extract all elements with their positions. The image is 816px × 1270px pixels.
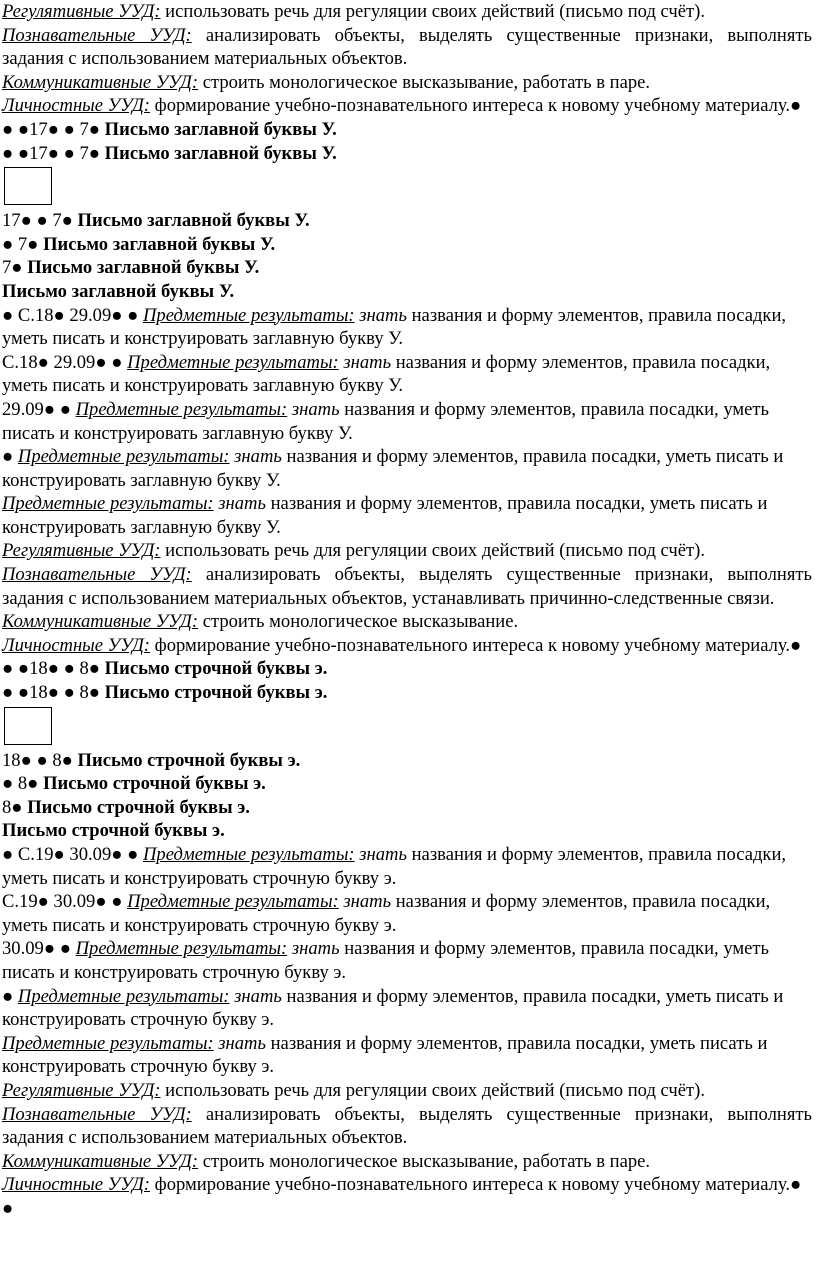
pred-text: названия и форму элементов, правила посадки, уметь писать и конструировать строчную букву э. <box>2 891 771 936</box>
reg-uud-label: Регулятивные УУД: <box>2 1079 161 1101</box>
znat-word: знать <box>359 844 407 865</box>
znat-word: знать <box>218 493 266 515</box>
pred-label: Предметные результаты: <box>17 446 230 468</box>
date-prefix: ● <box>2 446 18 468</box>
lesson-title: Письмо строчной буквы э. <box>77 749 301 771</box>
date-prefix: С.19● 30.09● ● <box>2 891 128 913</box>
lesson-title: Письмо заглавной буквы У. <box>104 142 337 164</box>
lich-uud-label: Личностные УУД: <box>2 95 150 117</box>
repeat-line <box>2 772 812 796</box>
lich-uud-text: формирование учебно-познавательного интереса к новому учебному материалу. <box>154 634 790 656</box>
bullet-sequence: ● ●17● ● 7● <box>2 142 105 164</box>
bullet-sequence: ● ● ●18● ● 8● <box>2 634 802 680</box>
znat-word: знать <box>359 304 407 326</box>
bullet-sequence: ● ● ●17● ● 7● <box>2 95 802 140</box>
kom-uud-line <box>2 1150 812 1174</box>
pred-text: названия и форму элементов, правила посадки, уметь писать и конструировать заглавную букву У. <box>2 493 768 538</box>
pred-label: Предметные результаты: <box>2 493 214 515</box>
repeat-line <box>2 796 812 820</box>
reg-uud-line <box>2 539 812 563</box>
lesson-title: Письмо заглавной буквы У. <box>43 233 276 255</box>
pred-text: названия и форму элементов, правила посадки, уметь писать и конструировать строчную букву э. <box>2 938 769 983</box>
znat-word: знать <box>291 398 340 420</box>
repeat-line <box>2 209 812 233</box>
poz-uud-line <box>2 1103 812 1150</box>
kom-uud-text: строить монологическое высказывание. <box>202 611 519 633</box>
pred-line <box>2 937 812 984</box>
pred-label: Предметные результаты: <box>75 938 288 960</box>
pred-text: названия и форму элементов, правила посадки, уметь писать и конструировать заглавную букву У. <box>2 351 771 397</box>
pred-text: названия и форму элементов, правила посадки, уметь писать и конструировать заглавную букву У. <box>2 304 787 350</box>
empty-box <box>4 167 52 205</box>
pred-line <box>2 304 812 351</box>
bullet-sequence: ● 7● <box>2 233 44 255</box>
poz-uud-text: анализировать объекты, выделять существенные признаки, выполнять задания с использованием материальных объектов. <box>2 1103 812 1149</box>
lesson-title: Письмо строчной буквы э. <box>27 796 250 818</box>
reg-uud-text: использовать речь для регуляции своих действий (письмо под счёт). <box>165 1 705 22</box>
repeat-line <box>2 142 812 166</box>
pred-line <box>2 351 812 398</box>
reg-uud-line <box>2 0 812 24</box>
poz-uud-line <box>2 563 812 610</box>
lesson-title: Письмо заглавной буквы У. <box>2 280 235 302</box>
empty-box <box>4 707 52 745</box>
znat-word: знать <box>234 985 282 1007</box>
pred-text: названия и форму элементов, правила посадки, уметь писать и конструировать строчную букву э. <box>2 1032 768 1078</box>
pred-line <box>2 1032 812 1079</box>
poz-uud-text: анализировать объекты, выделять существенные признаки, выполнять задания с использованием материальных объектов, устанавливать причинно-следственные связи. <box>2 564 812 609</box>
pred-label: Предметные результаты: <box>75 398 288 420</box>
znat-word: знать <box>218 1032 266 1054</box>
pred-line <box>2 890 812 937</box>
pred-label: Предметные результаты: <box>143 304 355 326</box>
date-prefix: ● С.18● 29.09● ● <box>2 304 143 326</box>
lesson-title: Письмо строчной буквы э. <box>104 682 328 704</box>
kom-uud-text: строить монологическое высказывание, работать в паре. <box>202 1150 651 1172</box>
reg-uud-text: использовать речь для регуляции своих действий (письмо под счёт). <box>165 1079 705 1101</box>
poz-uud-label: Познавательные УУД: <box>2 1103 192 1125</box>
date-prefix: 30.09● ● <box>2 938 76 960</box>
poz-uud-line <box>2 24 812 71</box>
pred-line <box>2 445 812 492</box>
reg-uud-line <box>2 1079 812 1103</box>
pred-line <box>2 492 812 539</box>
bullet-sequence: 18● ● 8● <box>2 749 78 771</box>
repeat-line <box>2 233 812 257</box>
bullet-sequence: ● 8● <box>2 773 44 795</box>
pred-label: Предметные результаты: <box>127 891 339 913</box>
date-prefix: 29.09● ● <box>2 398 76 420</box>
bullet-sequence: 7● <box>2 257 28 279</box>
lich-uud-label: Личностные УУД: <box>2 634 150 656</box>
repeat-line <box>2 256 812 280</box>
pred-label: Предметные результаты: <box>17 985 230 1007</box>
kom-uud-line <box>2 71 812 95</box>
pred-text: названия и форму элементов, правила посадки, уметь писать и конструировать строчную букву э. <box>2 985 784 1031</box>
kom-uud-line <box>2 610 812 634</box>
kom-uud-label: Коммуникативные УУД: <box>2 1150 199 1172</box>
kom-uud-text: строить монологическое высказывание, работать в паре. <box>202 71 651 93</box>
lesson-title: Письмо строчной буквы э. <box>104 658 328 680</box>
pred-label: Предметные результаты: <box>2 1032 214 1054</box>
kom-uud-label: Коммуникативные УУД: <box>2 71 199 93</box>
pred-line <box>2 985 812 1032</box>
bullet-sequence: 17● ● 7● <box>2 210 78 232</box>
lich-uud-line <box>2 1173 812 1220</box>
znat-word: знать <box>234 446 282 468</box>
pred-line <box>2 398 812 445</box>
pred-text: названия и форму элементов, правила посадки, уметь писать и конструировать заглавную букву У. <box>2 398 769 444</box>
poz-uud-label: Познавательные УУД: <box>2 564 192 586</box>
repeat-line <box>2 749 812 773</box>
lich-uud-line <box>2 94 812 141</box>
repeat-line <box>2 681 812 705</box>
pred-text: названия и форму элементов, правила посадки, уметь писать и конструировать строчную букву э. <box>2 844 787 889</box>
pred-line <box>2 843 812 890</box>
pred-label: Предметные результаты: <box>127 351 339 373</box>
reg-uud-text: использовать речь для регуляции своих действий (письмо под счёт). <box>165 540 705 562</box>
lesson-title: Письмо строчной буквы э. <box>2 820 225 842</box>
date-prefix: С.18● 29.09● ● <box>2 351 128 373</box>
lesson-title: Письмо строчной буквы э. <box>43 773 266 795</box>
bullet-sequence: ● ●18● ● 8● <box>2 682 105 704</box>
lich-uud-line <box>2 634 812 681</box>
lich-uud-label: Личностные УУД: <box>2 1174 150 1196</box>
reg-uud-label: Регулятивные УУД: <box>2 1 161 22</box>
kom-uud-label: Коммуникативные УУД: <box>2 611 199 633</box>
poz-uud-text: анализировать объекты, выделять существенные признаки, выполнять задания с использованием материальных объектов. <box>2 24 812 70</box>
lesson-title: Письмо заглавной буквы У. <box>104 118 337 140</box>
znat-word: знать <box>343 351 392 373</box>
lich-uud-text: формирование учебно-познавательного интереса к новому учебному материалу. <box>154 1174 790 1196</box>
poz-uud-label: Познавательные УУД: <box>2 24 192 46</box>
znat-word: знать <box>343 891 392 913</box>
lich-uud-text: формирование учебно-познавательного интереса к новому учебному материалу. <box>154 95 790 117</box>
pred-label: Предметные результаты: <box>143 844 355 865</box>
reg-uud-label: Регулятивные УУД: <box>2 540 161 562</box>
lesson-title: Письмо заглавной буквы У. <box>27 257 260 279</box>
pred-text: названия и форму элементов, правила посадки, уметь писать и конструировать заглавную букву У. <box>2 446 784 491</box>
znat-word: знать <box>291 938 340 960</box>
date-prefix: ● С.19● 30.09● ● <box>2 844 143 865</box>
date-prefix: ● <box>2 985 18 1007</box>
lesson-title: Письмо заглавной буквы У. <box>77 210 310 232</box>
bullet-sequence: 8● <box>2 796 28 818</box>
bullet-sequence: ● ● <box>2 1174 802 1219</box>
